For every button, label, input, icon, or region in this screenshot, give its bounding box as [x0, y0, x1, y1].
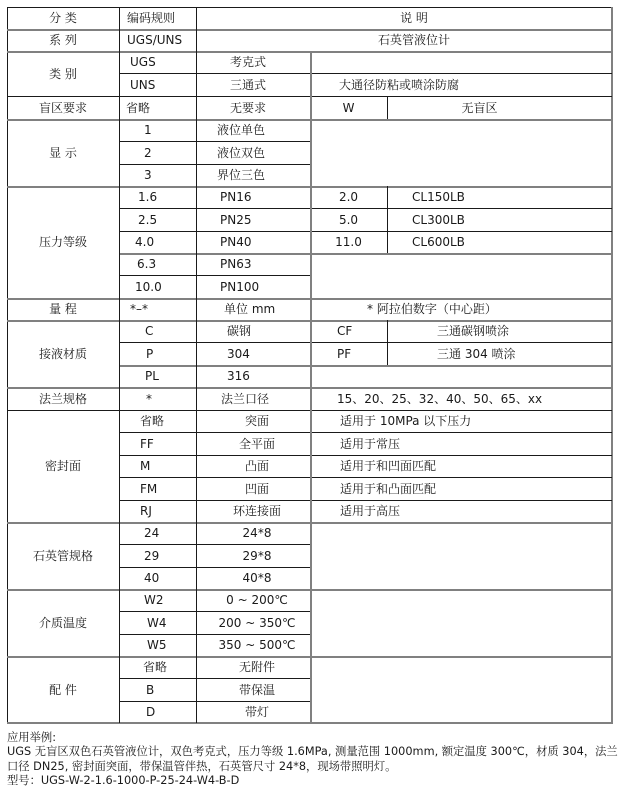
border-line [119, 432, 612, 433]
pressure-name: PN16 [220, 190, 252, 204]
material-code2: PF [337, 346, 352, 361]
temperature-range: 350 ~ 500℃ [218, 638, 296, 652]
blind-name2: 无盲区 [461, 100, 498, 115]
pressure-code2: 11.0 [335, 235, 362, 249]
type-name-uns: 三通式 [230, 77, 267, 92]
temperature-code: W4 [147, 615, 167, 630]
quartz-name: 24*8 [242, 526, 272, 540]
seal-label: 密封面 [44, 459, 81, 473]
display-code: 2 [144, 145, 152, 160]
border-line [119, 634, 310, 635]
material-name2: 三通 304 喷涂 [437, 346, 516, 361]
border-line [196, 7, 197, 51]
pressure-label: 压力等级 [38, 235, 87, 249]
display-code: 3 [144, 168, 152, 182]
border-line [119, 275, 310, 276]
example-line: UGS 无盲区双色石英管液位计，双色考克式，压力等级 1.6MPa, 测量范围 1000mm, 额定温度 300℃，材质 304，法兰 [7, 745, 618, 759]
type-name-ugs: 考克式 [230, 55, 267, 69]
series-label: 系 列 [49, 33, 77, 47]
border-line [196, 51, 197, 723]
blind-code: 省略 [126, 100, 151, 115]
seal-code: 省略 [140, 414, 165, 428]
seal-code: FF [140, 436, 154, 451]
material-code: PL [145, 369, 159, 383]
border-line [387, 186, 388, 253]
material-code: C [145, 324, 154, 338]
border-line [119, 611, 310, 612]
quartz-name: 29*8 [242, 548, 272, 563]
quartz-code: 40 [144, 571, 160, 585]
border-line [119, 678, 310, 679]
border-line [119, 164, 310, 165]
fittings-label: 配 件 [49, 682, 77, 697]
seal-desc: 适用于 10MPa 以下压力 [340, 414, 472, 428]
seal-name: 全平面 [238, 436, 275, 451]
border-line [7, 7, 612, 8]
range-desc: * 阿拉伯数字（中心距） [367, 302, 497, 316]
seal-name: 凸面 [244, 459, 269, 473]
border-line [119, 544, 310, 545]
fittings-name: 无附件 [238, 660, 275, 674]
fittings-code: D [146, 705, 156, 719]
fittings-code: B [146, 682, 155, 697]
border-line [119, 500, 612, 501]
border-line [119, 253, 612, 255]
type-code-ugs: UGS [130, 55, 156, 69]
display-name: 液位单色 [217, 123, 266, 137]
series-desc: 石英管液位计 [377, 33, 450, 47]
quartz-code: 24 [144, 526, 160, 540]
border-line [119, 342, 612, 343]
blind-code2: W [342, 100, 355, 115]
border-line [119, 455, 612, 456]
display-code: 1 [144, 123, 152, 137]
range-code: *–* [130, 302, 148, 316]
range-unit: 单位 mm [224, 302, 276, 316]
border-line [119, 477, 612, 478]
quartz-name: 40*8 [242, 571, 272, 585]
seal-name: 凹面 [244, 481, 269, 496]
border-line [387, 96, 388, 119]
seal-desc: 适用于和凹面匹配 [340, 459, 437, 473]
example-line: 口径 DN25, 密封面突面，带保温管伴热，石英管尺寸 24*8，现场带照明灯。 [7, 759, 397, 773]
material-name: 304 [227, 346, 250, 361]
display-name: 液位双色 [217, 145, 266, 160]
temperature-code: W2 [144, 593, 164, 607]
pressure-code2: 5.0 [338, 212, 359, 227]
flange-desc: 15、20、25、32、40、50、65、xx [337, 391, 543, 406]
pressure-code: 6.3 [137, 257, 157, 271]
temperature-range: 200 ~ 350℃ [218, 615, 296, 630]
display-label: 显 示 [49, 145, 77, 160]
material-label: 接液材质 [38, 346, 87, 361]
fittings-code: 省略 [143, 660, 168, 674]
header-description: 说 明 [400, 11, 428, 25]
seal-code: M [140, 459, 151, 473]
seal-code: FM [140, 481, 158, 496]
seal-name: 突面 [244, 414, 269, 428]
border-line [119, 73, 612, 74]
pressure-name: PN100 [220, 279, 260, 294]
range-label: 量 程 [49, 302, 77, 316]
pressure-name2: CL300LB [412, 212, 465, 227]
material-name2: 三通碳钢喷涂 [437, 324, 510, 338]
border-line [119, 365, 612, 367]
seal-desc: 适用于常压 [340, 436, 401, 451]
seal-name: 环连接面 [232, 504, 281, 518]
blind-name: 无要求 [230, 100, 267, 115]
border-line [119, 701, 310, 702]
flange-label: 法兰规格 [38, 391, 87, 406]
pressure-name: PN63 [220, 257, 252, 271]
pressure-code: 2.5 [138, 212, 158, 227]
border-line [119, 231, 612, 232]
blind-label: 盲区要求 [38, 100, 87, 115]
border-line [119, 567, 310, 568]
type-desc-uns: 大通径防粘或喷涂防腐 [339, 77, 460, 92]
flange-name: 法兰口径 [221, 391, 270, 406]
header-category: 分 类 [49, 11, 77, 25]
display-name: 界位三色 [217, 168, 266, 182]
pressure-code: 4.0 [135, 235, 155, 249]
type-label: 类 别 [49, 66, 77, 81]
quartz-label: 石英管规格 [32, 548, 93, 563]
series-code: UGS/UNS [127, 33, 183, 47]
fittings-name: 带保温 [238, 682, 275, 697]
fittings-name: 带灯 [244, 705, 269, 719]
material-code: P [146, 346, 154, 361]
pressure-name2: CL150LB [412, 190, 465, 204]
pressure-name2: CL600LB [412, 235, 465, 249]
quartz-code: 29 [144, 548, 160, 563]
flange-code: * [146, 391, 152, 406]
pressure-code: 1.6 [138, 190, 158, 204]
temperature-range: 0 ~ 200℃ [226, 593, 288, 607]
border-line [387, 320, 388, 365]
border-line [119, 7, 120, 723]
material-name: 碳钢 [227, 324, 252, 338]
pressure-code2: 2.0 [338, 190, 359, 204]
border-line [310, 51, 312, 723]
border-line [119, 141, 310, 142]
example-model: 型号：UGS-W-2-1.6-1000-P-25-24-W4-B-D [7, 773, 240, 787]
header-code-rule: 编码规则 [127, 11, 176, 25]
seal-desc: 适用于高压 [340, 504, 401, 518]
pressure-name: PN40 [220, 235, 252, 249]
border-line [7, 29, 612, 31]
material-name: 316 [227, 369, 250, 383]
border-line [119, 208, 612, 209]
temperature-code: W5 [147, 638, 167, 652]
pressure-code: 10.0 [135, 279, 162, 294]
material-code2: CF [337, 324, 353, 338]
temperature-label: 介质温度 [38, 615, 87, 630]
application-example [7, 731, 617, 788]
pressure-name: PN25 [220, 212, 252, 227]
example-title: 应用举例: [7, 731, 56, 744]
spec-table [7, 7, 612, 723]
type-code-uns: UNS [130, 77, 156, 92]
seal-desc: 适用于和凸面匹配 [340, 481, 437, 496]
border-line [7, 7, 8, 723]
seal-code: RJ [140, 504, 152, 518]
